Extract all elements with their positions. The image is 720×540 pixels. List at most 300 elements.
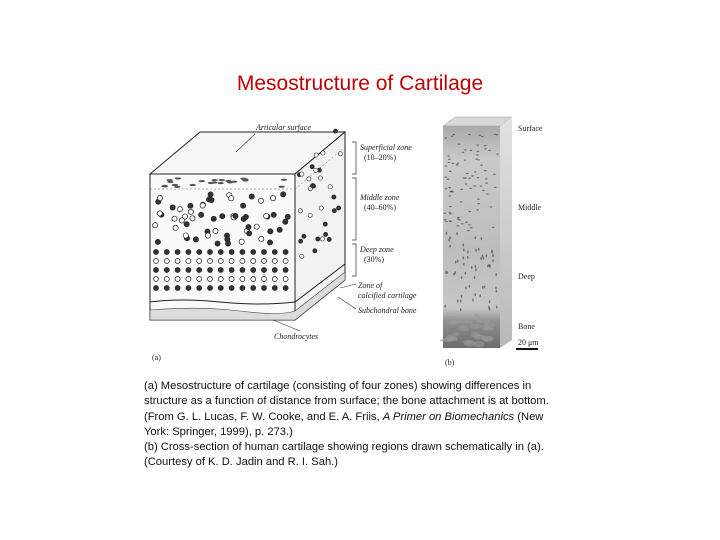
- column-cell: [208, 277, 213, 282]
- micrograph-speck: [476, 151, 479, 152]
- side-cell: [311, 184, 315, 188]
- side-cell: [310, 165, 314, 169]
- column-cell: [164, 259, 169, 264]
- superficial-cell: [217, 182, 223, 184]
- middle-cell: [241, 203, 246, 208]
- micrograph-speck: [460, 201, 463, 202]
- column-cell: [208, 250, 213, 255]
- bone-texture: [457, 320, 464, 324]
- bone-texture: [458, 325, 469, 331]
- slide-title: Mesostructure of Cartilage: [236, 72, 484, 95]
- micrograph-speck: [456, 164, 459, 165]
- column-cell: [164, 277, 169, 282]
- micrograph-speck: [465, 286, 467, 289]
- micrograph-speck: [465, 183, 468, 184]
- micrograph-speck: [476, 144, 479, 145]
- side-cell: [298, 209, 302, 213]
- micrograph-speck: [495, 134, 498, 135]
- caption-line-3-end: (New: [514, 410, 544, 423]
- micrograph-speck: [474, 171, 477, 172]
- micrograph-speck: [462, 243, 464, 246]
- label-scale: 20 μm: [518, 338, 539, 347]
- micrograph-speck: [470, 227, 473, 228]
- micrograph-speck: [467, 230, 470, 231]
- label-middle: Middle: [518, 203, 542, 212]
- column-cell: [251, 259, 256, 264]
- middle-cell: [220, 214, 225, 219]
- side-cell: [324, 232, 328, 236]
- micrograph-speck: [474, 276, 476, 279]
- column-cell: [175, 286, 180, 291]
- side-cell: [302, 234, 306, 238]
- micrograph-speck: [474, 293, 476, 296]
- middle-cell: [246, 224, 251, 229]
- micrograph-speck: [455, 261, 457, 264]
- column-cell: [229, 259, 234, 264]
- micrograph-speck: [475, 249, 477, 252]
- micrograph-speck: [476, 154, 479, 155]
- superficial-cell: [208, 182, 214, 184]
- column-cell: [251, 268, 256, 273]
- middle-cell: [270, 196, 275, 201]
- micrograph-speck: [482, 286, 484, 289]
- middle-cell: [267, 240, 272, 245]
- label-deep-pct: (30%): [364, 255, 384, 264]
- column-cell: [283, 259, 288, 264]
- bone-texture: [483, 327, 494, 330]
- side-cell: [318, 176, 322, 180]
- micrograph-speck: [458, 143, 461, 144]
- micrograph-speck: [480, 164, 483, 165]
- column-cell: [262, 259, 267, 264]
- label-bone: Bone: [518, 322, 535, 331]
- middle-cell: [199, 212, 204, 217]
- middle-cell: [271, 212, 276, 217]
- superficial-cell: [167, 181, 173, 183]
- column-cell: [208, 286, 213, 291]
- middle-cell: [153, 223, 158, 228]
- micrograph-speck: [449, 171, 452, 172]
- column-cell: [251, 277, 256, 282]
- middle-cell: [258, 198, 263, 203]
- column-cell: [197, 268, 202, 273]
- micrograph-speck: [445, 165, 448, 166]
- micrograph-speck: [479, 185, 482, 186]
- middle-cell: [188, 209, 193, 214]
- middle-cell: [225, 241, 230, 246]
- micrograph-speck: [448, 187, 451, 188]
- micrograph-speck: [457, 260, 459, 263]
- micrograph-speck: [449, 206, 452, 207]
- micrograph-speck: [456, 225, 459, 226]
- label-calcified-2: calcified cartilage: [358, 291, 417, 300]
- superficial-cell: [242, 179, 248, 181]
- column-cell: [283, 286, 288, 291]
- superficial-cell: [279, 186, 285, 188]
- column-cell: [262, 286, 267, 291]
- micrograph-speck: [465, 222, 468, 223]
- column-cell: [218, 277, 223, 282]
- side-cell: [319, 206, 323, 210]
- micrograph-speck: [461, 295, 463, 298]
- middle-cell: [264, 213, 269, 218]
- middle-cell: [183, 233, 188, 238]
- micrograph-speck: [494, 187, 497, 188]
- superficial-cell: [219, 179, 225, 181]
- micrograph-speck: [445, 271, 447, 274]
- label-superficial-pct: (10–20%): [364, 153, 396, 162]
- column-cell: [175, 268, 180, 273]
- micrograph-speck: [464, 159, 467, 160]
- label-calcified-1: Zone of: [358, 281, 383, 290]
- micrograph-speck: [492, 227, 495, 228]
- micrograph-speck: [487, 265, 489, 268]
- column-cell: [175, 259, 180, 264]
- middle-cell: [190, 216, 195, 221]
- middle-cell: [172, 216, 177, 221]
- superficial-cell: [211, 179, 217, 181]
- micrograph-speck: [460, 308, 462, 311]
- micrograph-speck: [451, 163, 454, 164]
- micrograph-speck: [484, 148, 487, 149]
- middle-cell: [157, 211, 162, 216]
- bone-texture: [469, 324, 482, 329]
- side-cell: [307, 177, 311, 181]
- middle-cell: [268, 229, 273, 234]
- micrograph-speck: [469, 188, 472, 189]
- middle-cell: [254, 224, 259, 229]
- micrograph-speck: [449, 220, 452, 221]
- label-middle-pct: (40–60%): [364, 203, 396, 212]
- column-cell: [240, 250, 245, 255]
- side-cell: [314, 168, 318, 172]
- column-cell: [154, 259, 159, 264]
- middle-cell: [229, 196, 234, 201]
- micrograph-speck: [475, 268, 477, 271]
- caption-line-1: (a) Mesostructure of cartilage (consisting of four zones) showing differences in: [144, 380, 532, 392]
- micrograph-speck: [447, 155, 450, 156]
- micrograph-speck: [452, 134, 455, 135]
- label-superficial-zone: Superficial zone: [360, 143, 412, 152]
- micrograph-speck: [461, 276, 463, 279]
- micrograph-speck: [488, 306, 490, 309]
- micrograph-speck: [445, 188, 448, 189]
- middle-cell: [215, 241, 220, 246]
- micrograph-speck: [467, 251, 469, 254]
- middle-cell: [205, 233, 210, 238]
- micrograph-speck: [491, 250, 493, 253]
- middle-cell: [200, 203, 205, 208]
- label-subchondral-bone: Subchondral bone: [358, 306, 417, 315]
- micrograph-speck: [470, 150, 473, 151]
- middle-cell: [208, 192, 213, 197]
- micrograph-speck: [488, 264, 490, 267]
- side-cell: [299, 239, 303, 243]
- column-cell: [208, 259, 213, 264]
- micrograph-speck: [477, 199, 480, 200]
- micrograph-speck: [489, 300, 491, 303]
- micrograph-speck: [444, 176, 447, 177]
- middle-cell: [285, 214, 290, 219]
- micrograph-speck: [444, 219, 447, 220]
- column-cell: [262, 250, 267, 255]
- micrograph-speck: [486, 254, 488, 257]
- superficial-cell: [175, 177, 181, 179]
- middle-cell: [211, 216, 216, 221]
- superficial-cell: [199, 180, 205, 182]
- superficial-cell: [172, 184, 178, 186]
- micrograph-speck: [463, 256, 465, 259]
- micrograph-speck: [444, 137, 447, 138]
- middle-cell: [170, 205, 175, 210]
- column-front: [443, 126, 500, 348]
- middle-cell: [188, 203, 193, 208]
- column-cell: [186, 286, 191, 291]
- caption-line-5: (b) Cross-section of human cartilage showing regions drawn schematically in (a).: [144, 441, 544, 454]
- column-side: [500, 117, 512, 348]
- column-cell: [283, 250, 288, 255]
- side-cell: [308, 213, 312, 217]
- micrograph-speck: [488, 150, 491, 151]
- micrograph-speck: [448, 239, 450, 242]
- side-cell: [316, 237, 320, 241]
- micrograph-speck: [472, 298, 474, 301]
- micrograph-speck: [448, 159, 451, 160]
- column-cell: [175, 250, 180, 255]
- panel-a-tag: (a): [152, 353, 161, 362]
- micrograph-speck: [465, 272, 467, 275]
- micrograph-speck: [496, 290, 498, 293]
- micrograph-speck: [471, 266, 473, 269]
- micrograph-speck: [463, 248, 465, 251]
- micrograph-speck: [447, 162, 450, 163]
- column-cell: [283, 268, 288, 273]
- micrograph-speck: [444, 305, 446, 308]
- middle-cell: [193, 237, 198, 242]
- side-cell: [321, 151, 325, 155]
- label-chondrocytes: Chondrocytes: [274, 332, 319, 341]
- column-cell: [218, 250, 223, 255]
- micrograph-speck: [478, 135, 481, 136]
- column-cell: [240, 286, 245, 291]
- cartilage-figure: [140, 112, 560, 374]
- column-cell: [229, 268, 234, 273]
- bone-texture: [445, 316, 457, 318]
- middle-cell: [173, 225, 178, 230]
- side-cell: [300, 254, 304, 258]
- micrograph-speck: [486, 193, 489, 194]
- middle-cell: [281, 192, 286, 197]
- middle-cell: [259, 236, 264, 241]
- superficial-cell: [225, 180, 231, 182]
- column-cell: [197, 259, 202, 264]
- micrograph-speck: [450, 191, 453, 192]
- caption-line-6: (Courtesy of K. D. Jadin and R. I. Sah.): [144, 456, 339, 469]
- superficial-cell: [174, 186, 180, 188]
- column-cell: [240, 268, 245, 273]
- micrograph-speck: [449, 245, 451, 248]
- micrograph-speck: [457, 299, 459, 302]
- micrograph-speck: [484, 285, 486, 288]
- bone-texture: [473, 334, 485, 339]
- column-cell: [186, 250, 191, 255]
- side-cell: [332, 209, 336, 213]
- side-cell: [332, 195, 336, 199]
- micrograph-speck: [457, 218, 460, 219]
- micrograph-speck: [454, 271, 456, 274]
- micrograph-speck: [478, 248, 480, 251]
- micrograph-speck: [444, 213, 447, 214]
- column-cell: [251, 250, 256, 255]
- column-cell: [197, 286, 202, 291]
- micrograph-speck: [461, 223, 464, 224]
- caption-book-title: A Primer on Biomechanics: [382, 410, 515, 423]
- label-middle-zone: Middle zone: [360, 193, 400, 202]
- micrograph-speck: [460, 189, 463, 190]
- bone-texture: [440, 339, 454, 342]
- micrograph-speck: [463, 177, 466, 178]
- micrograph-speck: [466, 173, 469, 174]
- side-cell: [314, 153, 318, 157]
- caption-line-4: York: Springer, 1999), p. 273.): [144, 425, 293, 438]
- micrograph-speck: [463, 263, 465, 266]
- micrograph-speck: [484, 170, 487, 171]
- scale-bar: [516, 348, 538, 350]
- side-cell: [300, 172, 304, 176]
- micrograph-speck: [473, 185, 476, 186]
- panel-b-tag: (b): [445, 358, 455, 367]
- middle-cell: [233, 213, 238, 218]
- micrograph-speck: [481, 237, 483, 240]
- micrograph-speck: [496, 153, 499, 154]
- middle-cell: [283, 219, 288, 224]
- micrograph-speck: [446, 232, 448, 235]
- column-cell: [262, 268, 267, 273]
- side-cell: [313, 249, 317, 253]
- micrograph-speck: [477, 177, 480, 178]
- panel-a-block: [150, 129, 345, 320]
- micrograph-speck: [445, 221, 448, 222]
- micrograph-speck: [475, 236, 477, 239]
- side-cell: [323, 222, 327, 226]
- micrograph-speck: [457, 217, 460, 218]
- column-cell: [218, 286, 223, 291]
- micrograph-speck: [447, 178, 450, 179]
- column-cell: [272, 250, 277, 255]
- bone-texture: [475, 319, 488, 323]
- micrograph-speck: [495, 286, 497, 289]
- column-cell: [283, 277, 288, 282]
- side-cell: [336, 206, 340, 210]
- column-cell: [164, 286, 169, 291]
- figure-caption: [144, 379, 564, 471]
- micrograph-speck: [490, 206, 493, 207]
- micrograph-speck: [477, 159, 480, 160]
- bone-texture: [464, 320, 474, 324]
- column-cell: [272, 286, 277, 291]
- micrograph-speck: [468, 211, 471, 212]
- micrograph-speck: [482, 190, 485, 191]
- micrograph-speck: [462, 152, 465, 153]
- micrograph-speck: [495, 273, 497, 276]
- column-cell: [240, 259, 245, 264]
- column-cell: [272, 259, 277, 264]
- micrograph-speck: [483, 257, 485, 260]
- column-cell: [186, 259, 191, 264]
- label-surface: Surface: [518, 124, 543, 133]
- middle-cell: [177, 207, 182, 212]
- micrograph-speck: [475, 265, 477, 268]
- caption-line-3: [144, 410, 564, 425]
- micrograph-speck: [493, 174, 496, 175]
- label-articular-surface: Articular surface: [256, 123, 311, 132]
- middle-cell: [184, 222, 189, 227]
- micrograph-speck: [451, 136, 454, 137]
- micrograph-speck: [492, 254, 494, 257]
- micrograph-speck: [471, 175, 474, 176]
- bone-texture: [464, 340, 476, 346]
- micrograph-speck: [496, 306, 498, 309]
- side-cell: [320, 237, 324, 241]
- micrograph-speck: [446, 271, 448, 274]
- column-cell: [208, 268, 213, 273]
- micrograph-speck: [448, 195, 451, 196]
- side-cell: [333, 129, 337, 133]
- column-cell: [218, 259, 223, 264]
- middle-cell: [155, 239, 160, 244]
- column-cell: [251, 286, 256, 291]
- column-cell: [186, 268, 191, 273]
- micrograph-speck: [480, 257, 482, 260]
- caption-line-2: structure as a function of distance from surface; the bone attachment is at bottom.: [144, 395, 549, 408]
- column-cell: [154, 286, 159, 291]
- middle-cell: [157, 195, 162, 200]
- caption-line-3-start: (From G. L. Lucas, F. W. Cooke, and E. A. Friis,: [144, 410, 383, 423]
- superficial-cell: [189, 184, 195, 186]
- bone-texture: [484, 323, 496, 328]
- middle-cell: [277, 227, 282, 232]
- micrograph-speck: [468, 178, 471, 179]
- column-cell: [186, 277, 191, 282]
- column-cell: [218, 268, 223, 273]
- middle-cell: [243, 214, 248, 219]
- micrograph-speck: [476, 209, 479, 210]
- column-top-face: [443, 117, 512, 126]
- zone-brackets: [352, 142, 356, 276]
- micrograph-speck: [460, 300, 462, 303]
- side-cell: [328, 185, 332, 189]
- middle-cell: [247, 231, 252, 236]
- middle-cell: [213, 228, 218, 233]
- column-cell: [229, 277, 234, 282]
- column-cell: [262, 277, 267, 282]
- superficial-cell: [162, 185, 168, 187]
- column-cell: [229, 250, 234, 255]
- column-cell: [154, 277, 159, 282]
- micrograph-speck: [479, 294, 481, 297]
- micrograph-speck: [477, 203, 480, 204]
- label-deep-zone: Deep zone: [360, 245, 394, 254]
- column-cell: [272, 277, 277, 282]
- column-cell: [175, 277, 180, 282]
- label-deep: Deep: [518, 272, 535, 281]
- side-cell: [338, 152, 342, 156]
- column-cell: [240, 277, 245, 282]
- column-cell: [229, 286, 234, 291]
- micrograph-speck: [469, 285, 471, 288]
- micrograph-speck: [492, 259, 494, 262]
- middle-cell: [209, 197, 214, 202]
